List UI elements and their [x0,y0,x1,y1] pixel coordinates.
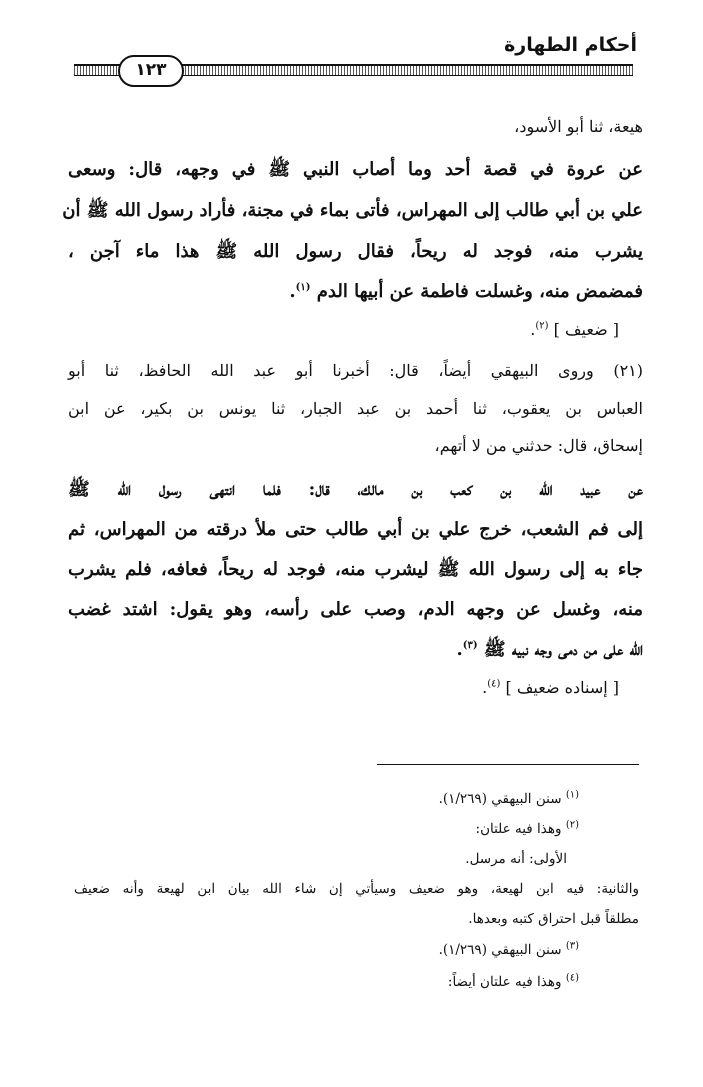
footnote-2-second-reason: والثانية: فيه ابن لهيعة، وهو ضعيف وسيأتي إن شاء الله بيان ابن لهيعة وأنه ضعيف [74,881,639,897]
text-line: إلى فم الشعب، خرج علي بن أبي طالب حتى ملأ درقته من المهراس، ثم [68,519,643,540]
period: . [482,678,488,697]
text-line [68,630,643,670]
footnote-ref: (٤) [487,678,501,690]
footnote-3 [74,934,639,966]
running-header-title: أحكام الطهارة [504,34,637,56]
grade-text: [ إسناده ضعيف ] [505,678,619,697]
grade-line [68,670,643,706]
text-line: منه، وغسل عن وجهه الدم، وصب على رأسه، وهو يقول: اشتد غضب [68,599,643,620]
footnote-4 [74,966,639,998]
footnote-mark: (٢) [565,819,579,831]
footnote-1 [74,784,639,814]
text-line: عن عروة في قصة أحد وما أصاب النبي ﷺ في وجهه، قال: وسعى [68,159,643,180]
footnote-text: وهذا فيه علتان أيضاً: [447,974,562,990]
footnote-ref: (٣) [462,640,478,651]
text-line: علي بن أبي طالب إلى المهراس، فأتى بماء في مجنة، فأراد رسول الله ﷺ أن [62,200,643,221]
text-line: (٢١) وروى البيهقي أيضاً، قال: أخبرنا أبو عبد الله الحافظ، ثنا أبو [68,361,643,380]
period: . [456,639,463,660]
text-line: يشرب منه، فوجد له ريحاً، فقال رسول الله ﷺ هذا ماء آجن ، [68,241,643,262]
period: . [530,320,536,339]
footnote-text: سنن البيهقي (١/٢٦٩). [438,791,562,807]
text-line-content: فمضمض منه، وغسلت فاطمة عن أبيها الدم [316,281,643,302]
footnote-2-first-reason: الأولى: أنه مرسل. [465,851,567,867]
text-line-content: الله على من دمى وجه نبيه ﷺ [483,639,643,660]
text-line: هيعة، ثنا أبو الأسود، [514,117,643,136]
footnotes [74,784,639,998]
footnote-text: وهذا فيه علتان: [475,821,562,837]
text-line: جاء به إلى رسول الله ﷺ ليشرب منه، فوجد له ريحاً، فعافه، فلم يشرب [68,559,643,580]
text-line: العباس بن يعقوب، ثنا أحمد بن عبد الجبار، ثنا يونس بن بكير، عن ابن [68,399,643,418]
footnote-2 [74,814,639,844]
period: . [289,281,296,302]
footnote-separator [377,764,639,765]
page-number: ١٢٣ [118,55,184,87]
text-line [68,272,643,312]
footnote-ref: (٢) [535,320,549,332]
grade-text: [ ضعيف ] [553,320,619,339]
footnote-mark: (٣) [565,940,579,952]
footnote-text: سنن البيهقي (١/٢٦٩). [438,942,562,958]
footnote-mark: (٤) [565,972,579,984]
footnote-mark: (١) [565,789,579,801]
text-line: عن عبيد الله بن كعب بن مالك، قال: فلما انتهى رسول الله ﷺ [68,479,643,500]
footnote-ref: (١) [295,282,311,293]
footnote-2-second-reason-cont: مطلقاً قبل احتراق كتبه وبعدها. [468,911,639,927]
main-text [62,108,643,706]
grade-line [68,312,643,348]
text-line: إسحاق، قال: حدثني من لا أتهم، [434,436,643,455]
